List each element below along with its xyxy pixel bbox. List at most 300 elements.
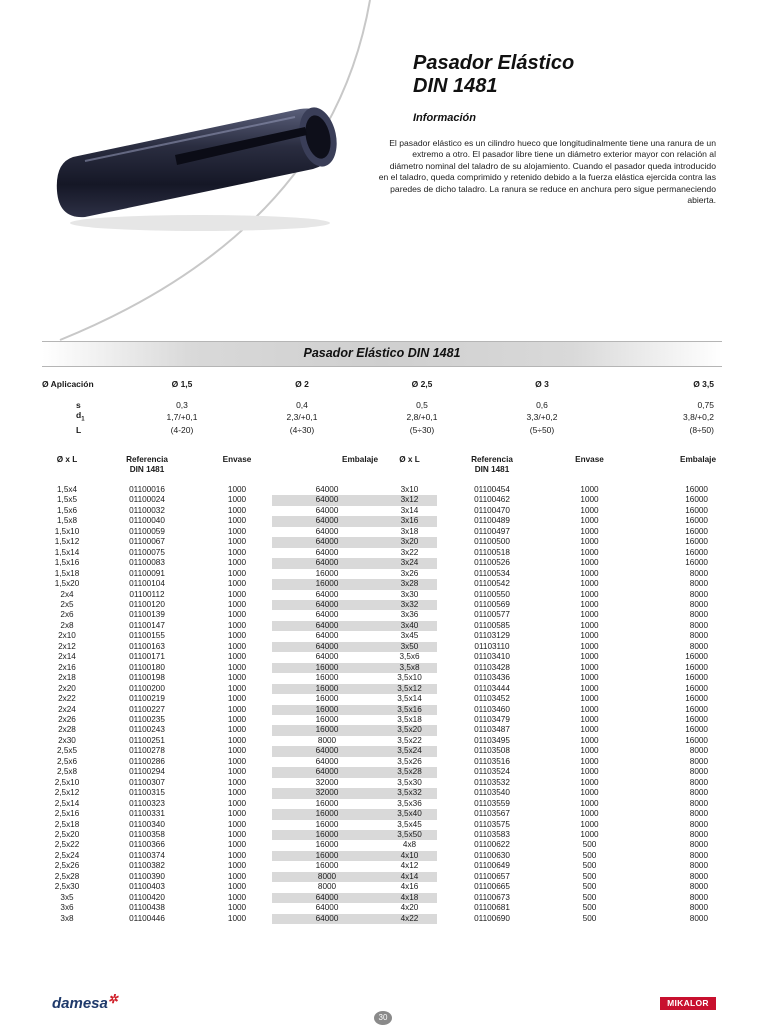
table-cell: 8000 bbox=[689, 840, 708, 850]
table-cell: 1000 bbox=[227, 683, 247, 693]
table-row bbox=[42, 610, 722, 620]
table-cell: 1000 bbox=[227, 756, 247, 766]
table-cell: 1000 bbox=[227, 913, 247, 923]
table-cell: 1000 bbox=[580, 694, 599, 704]
table-row bbox=[42, 872, 722, 882]
table-cell: 16000 bbox=[315, 714, 339, 724]
table-row bbox=[42, 558, 722, 568]
table-cell: 16000 bbox=[272, 684, 382, 694]
table-cell: 01100657 bbox=[474, 871, 510, 881]
table-cell: 16000 bbox=[315, 819, 339, 829]
sizes-row-d1 bbox=[42, 410, 722, 425]
table-cell: 2,5x16 bbox=[54, 809, 80, 819]
table-cell: 2x14 bbox=[58, 652, 76, 662]
table-cell: 8000 bbox=[689, 579, 708, 589]
table-cell: 01103583 bbox=[474, 829, 510, 839]
table-cell: 01100155 bbox=[129, 631, 165, 641]
table-cell: 2,5x6 bbox=[56, 756, 78, 766]
table-cell: 3,5x16 bbox=[382, 705, 437, 715]
table-cell: 01100500 bbox=[474, 537, 510, 547]
table-cell: 8000 bbox=[689, 882, 708, 892]
sizes-cell: (4÷30) bbox=[289, 424, 315, 435]
table-row bbox=[42, 799, 722, 809]
table-cell: 4x8 bbox=[402, 840, 417, 850]
table-cell: 01100040 bbox=[129, 516, 165, 526]
table-cell: 2x4 bbox=[60, 589, 74, 599]
table-cell: 16000 bbox=[685, 694, 708, 704]
title-line-1: Pasador Elástico bbox=[413, 52, 575, 74]
table-cell: 8000 bbox=[689, 798, 708, 808]
parts-header-row bbox=[42, 455, 722, 485]
table-cell: 1000 bbox=[227, 537, 247, 547]
table-cell: 64000 bbox=[315, 756, 339, 766]
table-cell: 8000 bbox=[689, 746, 708, 756]
table-row bbox=[42, 725, 722, 735]
table-cell: 64000 bbox=[315, 505, 339, 515]
table-cell: 01103110 bbox=[474, 641, 510, 651]
table-cell: 2x30 bbox=[58, 735, 76, 745]
table-cell: 2,5x30 bbox=[54, 882, 80, 892]
table-row bbox=[42, 631, 722, 641]
table-row bbox=[42, 736, 722, 746]
table-cell: 1000 bbox=[580, 505, 599, 515]
table-cell: 2x5 bbox=[60, 599, 74, 609]
table-cell: 1000 bbox=[227, 485, 247, 494]
table-cell: 1000 bbox=[580, 610, 599, 620]
table-cell: 16000 bbox=[272, 579, 382, 589]
table-row bbox=[42, 746, 722, 756]
table-cell: 01100665 bbox=[474, 882, 510, 892]
table-cell: 1000 bbox=[580, 568, 599, 578]
col-header-envase: Envase bbox=[575, 455, 604, 464]
sizes-row-label bbox=[42, 410, 122, 425]
table-cell: 1000 bbox=[580, 746, 599, 756]
table-cell: 3x50 bbox=[382, 642, 437, 652]
table-cell: 64000 bbox=[272, 600, 382, 610]
table-cell: 01100622 bbox=[474, 840, 510, 850]
table-cell: 64000 bbox=[272, 558, 382, 568]
table-cell: 1000 bbox=[227, 568, 247, 578]
table-cell: 1,5x6 bbox=[56, 505, 78, 515]
table-row bbox=[42, 715, 722, 725]
table-cell: 1000 bbox=[227, 620, 247, 630]
table-cell: 3,5x32 bbox=[382, 788, 437, 798]
table-cell: 01103428 bbox=[474, 662, 510, 672]
table-cell: 16000 bbox=[685, 537, 708, 547]
table-cell: 16000 bbox=[315, 568, 339, 578]
table-cell: 2,5x22 bbox=[54, 840, 80, 850]
table-cell: 3x6 bbox=[60, 903, 74, 913]
section-band bbox=[42, 341, 722, 367]
table-cell: 2x12 bbox=[58, 641, 76, 651]
table-cell: 01103524 bbox=[474, 767, 510, 777]
table-cell: 16000 bbox=[315, 694, 339, 704]
info-paragraph: El pasador elástico es un cilindro hueco que longitudinalmente tiene una ranura de un extremo a otro. El pasador libre tiene un diámetro exterior mayor con relación al diámetro nominal del taladro de su alojamiento. Cuando el pasador queda introducido en el taladro, queda comprimido y retenido debido a la fuerza elástica ejercida contra las paredes de dicho taladro. La ranura se reduce en anchura pero sigue permaneciendo abierta. bbox=[378, 138, 716, 206]
table-cell: 1000 bbox=[227, 788, 247, 798]
table-cell: 64000 bbox=[315, 631, 339, 641]
table-cell: 01100681 bbox=[474, 903, 510, 913]
table-cell: 1000 bbox=[580, 662, 599, 672]
table-cell: 1000 bbox=[227, 725, 247, 735]
table-cell: 1,5x20 bbox=[54, 579, 80, 589]
table-row bbox=[42, 809, 722, 819]
table-cell: 1000 bbox=[227, 631, 247, 641]
table-cell: 01100315 bbox=[129, 788, 165, 798]
table-cell: 500 bbox=[582, 882, 597, 892]
table-cell: 64000 bbox=[315, 610, 339, 620]
page-number: 30 bbox=[374, 1011, 392, 1025]
table-cell: 01100331 bbox=[129, 809, 165, 819]
table-cell: 8000 bbox=[689, 809, 708, 819]
table-cell: 1000 bbox=[227, 579, 247, 589]
table-cell: 01100390 bbox=[129, 871, 165, 881]
table-cell: 2x16 bbox=[58, 662, 76, 672]
table-cell: 01100139 bbox=[129, 610, 165, 620]
table-row bbox=[42, 621, 722, 631]
table-cell: 1000 bbox=[580, 756, 599, 766]
table-row bbox=[42, 527, 722, 537]
table-cell: 01100462 bbox=[474, 495, 510, 505]
table-cell: 8000 bbox=[689, 599, 708, 609]
table-cell: 1000 bbox=[227, 777, 247, 787]
table-cell: 1000 bbox=[580, 547, 599, 557]
table-row bbox=[42, 569, 722, 579]
table-cell: 1000 bbox=[580, 673, 599, 683]
table-cell: 01100649 bbox=[474, 861, 510, 871]
table-cell: 01100518 bbox=[474, 547, 510, 557]
table-cell: 01100340 bbox=[129, 819, 165, 829]
table-row bbox=[42, 600, 722, 610]
table-row bbox=[42, 778, 722, 788]
table-cell: 1,5x4 bbox=[56, 485, 78, 494]
table-cell: 3,5x45 bbox=[397, 819, 422, 829]
table-cell: 500 bbox=[582, 913, 597, 923]
subscript-one: 1 bbox=[81, 416, 85, 423]
sizes-row-label: L bbox=[76, 424, 82, 435]
table-cell: 3,5x22 bbox=[397, 735, 422, 745]
table-cell: 4x12 bbox=[400, 861, 419, 871]
sizes-table bbox=[42, 377, 722, 435]
table-cell: 3x28 bbox=[382, 579, 437, 589]
table-cell: 01100235 bbox=[129, 714, 165, 724]
sizes-cell: 2,8/+0,1 bbox=[406, 412, 438, 423]
table-cell: 2,5x14 bbox=[54, 798, 80, 808]
table-row bbox=[42, 684, 722, 694]
table-row bbox=[42, 495, 722, 505]
table-cell: 01100438 bbox=[129, 903, 165, 913]
table-cell: 01100358 bbox=[129, 829, 165, 839]
col-header-reference: Referencia DIN 1481 bbox=[471, 455, 513, 474]
table-row bbox=[42, 537, 722, 547]
table-row bbox=[42, 548, 722, 558]
table-cell: 3x5 bbox=[60, 892, 74, 902]
table-cell: 16000 bbox=[272, 830, 382, 840]
table-cell: 2x6 bbox=[60, 610, 74, 620]
table-cell: 01100470 bbox=[474, 505, 510, 515]
table-cell: 1000 bbox=[580, 495, 599, 505]
table-cell: 01100227 bbox=[129, 704, 165, 714]
table-cell: 3,5x24 bbox=[382, 746, 437, 756]
table-row bbox=[42, 788, 722, 798]
table-cell: 1000 bbox=[227, 829, 247, 839]
sizes-cell: 3,3/+0,2 bbox=[526, 412, 558, 423]
table-cell: 8000 bbox=[689, 913, 708, 923]
table-cell: 1000 bbox=[580, 683, 599, 693]
table-cell: 16000 bbox=[272, 809, 382, 819]
table-cell: 01103444 bbox=[474, 683, 510, 693]
table-cell: 3x36 bbox=[400, 610, 419, 620]
sizes-cell: (5÷50) bbox=[529, 424, 555, 435]
table-cell: 1000 bbox=[227, 662, 247, 672]
table-cell: 16000 bbox=[315, 840, 339, 850]
table-cell: 1000 bbox=[227, 850, 247, 860]
table-cell: 01103508 bbox=[474, 746, 510, 756]
table-cell: 2,5x10 bbox=[54, 777, 80, 787]
table-cell: 01100420 bbox=[129, 892, 165, 902]
table-cell: 01100104 bbox=[129, 579, 165, 589]
table-cell: 1000 bbox=[580, 537, 599, 547]
sizes-col-header: Ø 1,5 bbox=[171, 379, 193, 389]
table-cell: 1,5x14 bbox=[54, 547, 80, 557]
table-row bbox=[42, 705, 722, 715]
table-cell: 16000 bbox=[315, 798, 339, 808]
table-cell: 1,5x16 bbox=[54, 558, 80, 568]
table-cell: 1000 bbox=[580, 767, 599, 777]
table-cell: 16000 bbox=[272, 851, 382, 861]
sizes-cell: 0,4 bbox=[296, 400, 308, 410]
table-cell: 1000 bbox=[580, 641, 599, 651]
table-cell: 500 bbox=[582, 892, 597, 902]
table-cell: 3,5x26 bbox=[397, 756, 422, 766]
table-cell: 16000 bbox=[685, 558, 708, 568]
sizes-col-header: Ø 2 bbox=[295, 379, 309, 389]
table-cell: 2,5x20 bbox=[54, 829, 80, 839]
table-cell: 01100630 bbox=[474, 850, 510, 860]
table-cell: 1000 bbox=[227, 589, 247, 599]
damesa-logo-text: damesa bbox=[52, 995, 108, 1012]
table-cell: 2,5x24 bbox=[54, 850, 80, 860]
table-cell: 1000 bbox=[227, 558, 247, 568]
table-row bbox=[42, 903, 722, 913]
table-cell: 64000 bbox=[272, 642, 382, 652]
table-cell: 1,5x5 bbox=[56, 495, 78, 505]
table-cell: 2,5x18 bbox=[54, 819, 80, 829]
table-cell: 01100059 bbox=[129, 526, 165, 536]
table-row bbox=[42, 485, 722, 495]
col-header-size: Ø x L bbox=[399, 455, 420, 464]
table-row bbox=[42, 882, 722, 892]
table-cell: 3,5x30 bbox=[397, 777, 422, 787]
table-cell: 01103436 bbox=[474, 673, 510, 683]
table-cell: 01100294 bbox=[129, 767, 165, 777]
table-cell: 1000 bbox=[580, 558, 599, 568]
table-row bbox=[42, 652, 722, 662]
table-cell: 8000 bbox=[689, 777, 708, 787]
table-cell: 01100198 bbox=[129, 673, 165, 683]
table-cell: 8000 bbox=[689, 850, 708, 860]
table-cell: 3x16 bbox=[382, 516, 437, 526]
table-cell: 2x28 bbox=[58, 725, 76, 735]
table-cell: 8000 bbox=[689, 788, 708, 798]
table-cell: 3,5x40 bbox=[382, 809, 437, 819]
table-cell: 1000 bbox=[227, 882, 247, 892]
table-cell: 2x22 bbox=[58, 694, 76, 704]
table-cell: 1000 bbox=[227, 694, 247, 704]
table-cell: 8000 bbox=[317, 735, 337, 745]
table-cell: 01103540 bbox=[474, 788, 510, 798]
table-cell: 01103567 bbox=[474, 809, 510, 819]
table-row bbox=[42, 642, 722, 652]
table-cell: 01100446 bbox=[129, 913, 165, 923]
table-cell: 01100489 bbox=[474, 516, 510, 526]
sizes-cell: 0,75 bbox=[697, 400, 714, 410]
table-cell: 16000 bbox=[685, 505, 708, 515]
table-cell: 01100497 bbox=[474, 526, 510, 536]
parts-table-body bbox=[42, 485, 722, 924]
table-cell: 3x10 bbox=[400, 485, 419, 494]
table-cell: 2,5x8 bbox=[56, 767, 78, 777]
spring-pin-image bbox=[55, 95, 345, 235]
table-cell: 01100550 bbox=[474, 589, 510, 599]
table-cell: 1000 bbox=[580, 652, 599, 662]
table-cell: 1000 bbox=[580, 798, 599, 808]
table-cell: 64000 bbox=[272, 893, 382, 903]
table-cell: 500 bbox=[582, 850, 597, 860]
table-cell: 8000 bbox=[272, 872, 382, 882]
table-row bbox=[42, 506, 722, 516]
table-cell: 3,5x6 bbox=[399, 652, 420, 662]
table-cell: 01100171 bbox=[129, 652, 165, 662]
table-cell: 16000 bbox=[272, 705, 382, 715]
table-cell: 16000 bbox=[685, 735, 708, 745]
sizes-cell: 0,5 bbox=[416, 400, 428, 410]
table-cell: 2x18 bbox=[58, 673, 76, 683]
table-cell: 1000 bbox=[580, 526, 599, 536]
table-cell: 01100032 bbox=[129, 505, 165, 515]
table-cell: 01103559 bbox=[474, 798, 510, 808]
section-title: Pasador Elástico DIN 1481 bbox=[303, 346, 461, 360]
table-cell: 1000 bbox=[227, 767, 247, 777]
table-cell: 2,5x28 bbox=[54, 871, 80, 881]
table-cell: 3,5x14 bbox=[397, 694, 422, 704]
table-cell: 8000 bbox=[689, 610, 708, 620]
table-cell: 01100403 bbox=[129, 882, 165, 892]
table-cell: 1000 bbox=[227, 903, 247, 913]
table-cell: 01100569 bbox=[474, 599, 510, 609]
table-cell: 01100147 bbox=[129, 620, 165, 630]
table-cell: 16000 bbox=[272, 663, 382, 673]
table-cell: 16000 bbox=[315, 861, 339, 871]
table-cell: 500 bbox=[582, 871, 597, 881]
table-cell: 3,5x36 bbox=[397, 798, 422, 808]
table-cell: 64000 bbox=[272, 516, 382, 526]
table-cell: 01100542 bbox=[474, 579, 510, 589]
table-cell: 1000 bbox=[227, 610, 247, 620]
table-cell: 2,5x5 bbox=[56, 746, 78, 756]
table-cell: 64000 bbox=[272, 914, 382, 924]
table-cell: 8000 bbox=[689, 819, 708, 829]
mikalor-logo: MIKALOR bbox=[660, 997, 716, 1010]
table-cell: 01100067 bbox=[129, 537, 165, 547]
sizes-cell: (4-20) bbox=[170, 424, 194, 435]
table-row bbox=[42, 851, 722, 861]
table-cell: 1000 bbox=[227, 641, 247, 651]
table-cell: 01100577 bbox=[474, 610, 510, 620]
table-cell: 16000 bbox=[685, 683, 708, 693]
table-cell: 4x16 bbox=[400, 882, 419, 892]
table-cell: 01103410 bbox=[474, 652, 510, 662]
table-cell: 4x20 bbox=[400, 903, 419, 913]
table-cell: 01103532 bbox=[474, 777, 510, 787]
table-cell: 64000 bbox=[272, 746, 382, 756]
table-cell: 1000 bbox=[227, 505, 247, 515]
table-row bbox=[42, 861, 722, 871]
table-cell: 01100382 bbox=[129, 861, 165, 871]
table-cell: 01103460 bbox=[474, 704, 510, 714]
table-row bbox=[42, 663, 722, 673]
table-cell: 1000 bbox=[227, 819, 247, 829]
table-cell: 16000 bbox=[685, 495, 708, 505]
table-cell: 8000 bbox=[689, 871, 708, 881]
table-cell: 01100323 bbox=[129, 798, 165, 808]
table-cell: 3,5x18 bbox=[397, 714, 422, 724]
table-cell: 3x20 bbox=[382, 537, 437, 547]
table-row bbox=[42, 694, 722, 704]
table-cell: 64000 bbox=[315, 652, 339, 662]
table-row bbox=[42, 893, 722, 903]
table-cell: 500 bbox=[582, 903, 597, 913]
table-cell: 1000 bbox=[227, 861, 247, 871]
table-cell: 8000 bbox=[689, 903, 708, 913]
table-cell: 01100083 bbox=[129, 558, 165, 568]
table-cell: 1000 bbox=[227, 714, 247, 724]
col-header-size: Ø x L bbox=[56, 455, 78, 464]
table-cell: 4x10 bbox=[382, 851, 437, 861]
table-cell: 01100163 bbox=[129, 641, 165, 651]
table-cell: 01100075 bbox=[129, 547, 165, 557]
table-cell: 1000 bbox=[580, 485, 599, 494]
table-cell: 01100673 bbox=[474, 892, 510, 902]
table-cell: 1000 bbox=[580, 620, 599, 630]
table-row bbox=[42, 590, 722, 600]
table-cell: 1000 bbox=[227, 495, 247, 505]
table-cell: 3x22 bbox=[400, 547, 419, 557]
page-title bbox=[413, 52, 574, 98]
table-cell: 16000 bbox=[685, 485, 708, 494]
table-cell: 8000 bbox=[689, 568, 708, 578]
table-cell: 1000 bbox=[227, 840, 247, 850]
table-cell: 3x45 bbox=[400, 631, 419, 641]
sizes-cell: 0,6 bbox=[536, 400, 548, 410]
table-cell: 01100454 bbox=[474, 485, 510, 494]
table-cell: 8000 bbox=[689, 892, 708, 902]
table-cell: 01100024 bbox=[129, 495, 165, 505]
table-cell: 64000 bbox=[315, 903, 339, 913]
table-cell: 1000 bbox=[580, 589, 599, 599]
table-row bbox=[42, 767, 722, 777]
table-cell: 1000 bbox=[227, 704, 247, 714]
sizes-col-header: Ø 3,5 bbox=[693, 379, 714, 389]
sizes-cell: 1,7/+0,1 bbox=[166, 412, 198, 423]
table-cell: 8000 bbox=[689, 829, 708, 839]
table-cell: 16000 bbox=[685, 704, 708, 714]
table-row bbox=[42, 914, 722, 924]
table-cell: 32000 bbox=[315, 777, 339, 787]
sizes-cell: 0,3 bbox=[176, 400, 188, 410]
table-cell: 16000 bbox=[685, 662, 708, 672]
table-cell: 3x40 bbox=[382, 621, 437, 631]
table-cell: 1000 bbox=[580, 631, 599, 641]
